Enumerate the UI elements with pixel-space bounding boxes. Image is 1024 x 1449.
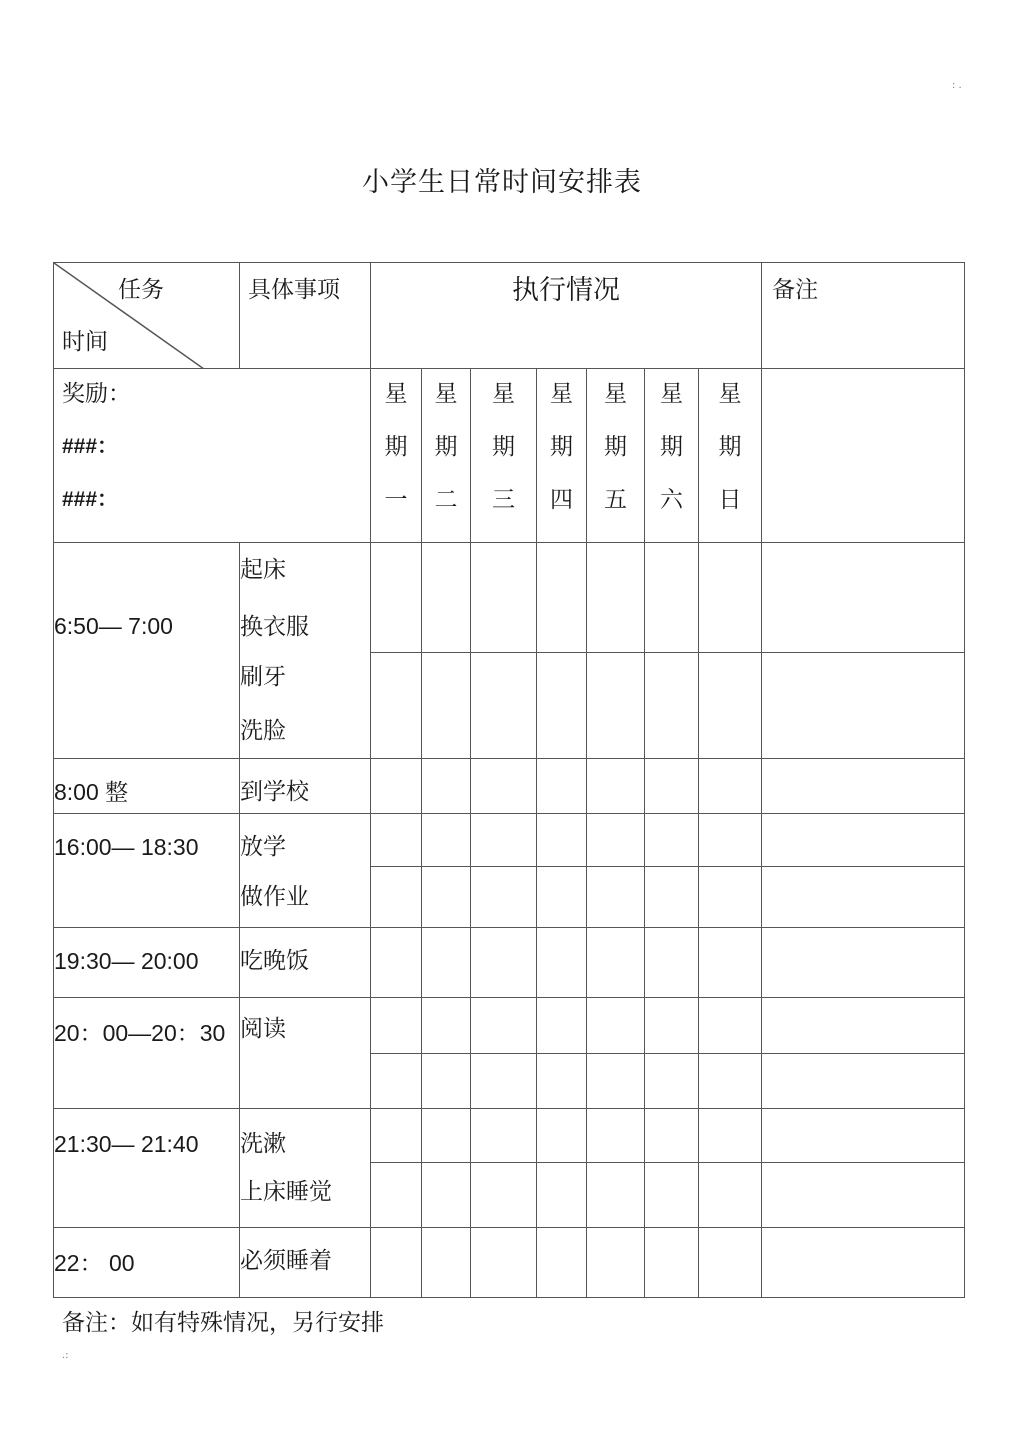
check-cell[interactable] bbox=[645, 653, 699, 759]
note-cell[interactable] bbox=[762, 814, 965, 867]
time-cell: 19:30— 20:00 bbox=[54, 928, 240, 998]
check-cell[interactable] bbox=[587, 867, 645, 928]
day-header-wed: 星 期 三 bbox=[471, 369, 537, 543]
task-cell: 洗漱 上床睡觉 bbox=[240, 1109, 371, 1228]
check-cell[interactable] bbox=[699, 867, 762, 928]
table-row bbox=[54, 998, 965, 1054]
check-cell[interactable] bbox=[587, 1109, 645, 1163]
task-cell: 放学 做作业 bbox=[240, 814, 371, 928]
task-cell: 到学校 bbox=[240, 759, 371, 814]
check-cell[interactable] bbox=[645, 998, 699, 1054]
check-cell[interactable] bbox=[371, 759, 422, 814]
check-cell[interactable] bbox=[371, 814, 422, 867]
table-row bbox=[54, 1109, 965, 1163]
check-cell[interactable] bbox=[537, 759, 587, 814]
check-cell[interactable] bbox=[587, 653, 645, 759]
table-row bbox=[54, 1228, 965, 1298]
reward-line-2: ###： bbox=[62, 435, 119, 458]
check-cell[interactable] bbox=[422, 1163, 471, 1228]
check-cell[interactable] bbox=[537, 1228, 587, 1298]
check-cell[interactable] bbox=[587, 1163, 645, 1228]
time-cell: 22： 00 bbox=[54, 1228, 240, 1298]
check-cell[interactable] bbox=[471, 543, 537, 653]
reward-line-3: ###： bbox=[62, 488, 119, 511]
check-cell[interactable] bbox=[371, 1228, 422, 1298]
note-cell[interactable] bbox=[762, 1054, 965, 1109]
reward-row bbox=[54, 369, 965, 543]
check-cell[interactable] bbox=[699, 1228, 762, 1298]
check-cell[interactable] bbox=[371, 1163, 422, 1228]
check-cell[interactable] bbox=[645, 543, 699, 653]
check-cell[interactable] bbox=[699, 1054, 762, 1109]
check-cell[interactable] bbox=[471, 928, 537, 998]
check-cell[interactable] bbox=[587, 1054, 645, 1109]
table-row bbox=[54, 543, 965, 653]
check-cell[interactable] bbox=[587, 759, 645, 814]
note-cell[interactable] bbox=[762, 928, 965, 998]
time-cell: 6:50— 7:00 bbox=[54, 543, 240, 759]
check-cell[interactable] bbox=[471, 759, 537, 814]
check-cell[interactable] bbox=[537, 867, 587, 928]
check-cell[interactable] bbox=[699, 653, 762, 759]
note-cell[interactable] bbox=[762, 759, 965, 814]
table-row bbox=[54, 928, 965, 998]
reward-cell bbox=[54, 369, 371, 543]
check-cell[interactable] bbox=[699, 998, 762, 1054]
check-cell[interactable] bbox=[537, 543, 587, 653]
check-cell[interactable] bbox=[645, 759, 699, 814]
check-cell[interactable] bbox=[371, 1054, 422, 1109]
time-cell: 16:00— 18:30 bbox=[54, 814, 240, 928]
note-cell[interactable] bbox=[762, 1109, 965, 1163]
check-cell[interactable] bbox=[699, 759, 762, 814]
check-cell[interactable] bbox=[422, 998, 471, 1054]
page-title: 小学生日常时间安排表 bbox=[362, 167, 642, 198]
check-cell[interactable] bbox=[587, 998, 645, 1054]
check-cell[interactable] bbox=[371, 1109, 422, 1163]
check-cell[interactable] bbox=[699, 1163, 762, 1228]
check-cell[interactable] bbox=[422, 1054, 471, 1109]
check-cell[interactable] bbox=[537, 814, 587, 867]
check-cell[interactable] bbox=[537, 998, 587, 1054]
check-cell[interactable] bbox=[471, 653, 537, 759]
check-cell[interactable] bbox=[645, 928, 699, 998]
note-cell[interactable] bbox=[762, 998, 965, 1054]
check-cell[interactable] bbox=[587, 814, 645, 867]
task-cell: 必须睡着 bbox=[240, 1228, 371, 1298]
header-corner-cell bbox=[54, 263, 240, 369]
task-cell: 阅读 bbox=[240, 998, 371, 1109]
header-note: 备注 bbox=[762, 263, 965, 369]
check-cell[interactable] bbox=[422, 867, 471, 928]
check-cell[interactable] bbox=[645, 1163, 699, 1228]
day-header-tue: 星 期 二 bbox=[422, 369, 471, 543]
check-cell[interactable] bbox=[471, 1163, 537, 1228]
check-cell[interactable] bbox=[371, 653, 422, 759]
check-cell[interactable] bbox=[537, 1109, 587, 1163]
note-cell[interactable] bbox=[762, 867, 965, 928]
check-cell[interactable] bbox=[471, 814, 537, 867]
note-cell bbox=[762, 369, 965, 543]
check-cell[interactable] bbox=[537, 653, 587, 759]
check-cell[interactable] bbox=[422, 814, 471, 867]
header-execution: 执行情况 bbox=[371, 263, 762, 369]
check-cell[interactable] bbox=[422, 1228, 471, 1298]
time-cell: 21:30— 21:40 bbox=[54, 1109, 240, 1228]
check-cell[interactable] bbox=[471, 867, 537, 928]
header-task-label: 任务 bbox=[118, 277, 164, 303]
day-header-fri: 星 期 五 bbox=[587, 369, 645, 543]
check-cell[interactable] bbox=[587, 928, 645, 998]
check-cell[interactable] bbox=[699, 928, 762, 998]
check-cell[interactable] bbox=[645, 1109, 699, 1163]
corner-mark: : . bbox=[952, 80, 962, 91]
task-cell: 吃晚饭 bbox=[240, 928, 371, 998]
check-cell[interactable] bbox=[422, 653, 471, 759]
day-header-thu: 星 期 四 bbox=[537, 369, 587, 543]
check-cell[interactable] bbox=[537, 1054, 587, 1109]
header-time-label: 时间 bbox=[62, 329, 108, 355]
check-cell[interactable] bbox=[645, 1228, 699, 1298]
time-cell: 8:00 整 bbox=[54, 759, 240, 814]
check-cell[interactable] bbox=[422, 1109, 471, 1163]
check-cell[interactable] bbox=[422, 928, 471, 998]
note-cell[interactable] bbox=[762, 653, 965, 759]
schedule-table bbox=[53, 262, 965, 1298]
check-cell[interactable] bbox=[645, 1054, 699, 1109]
check-cell[interactable] bbox=[537, 928, 587, 998]
footer-note: 备注：如有特殊情况，另行安排 bbox=[62, 1310, 384, 1336]
check-cell[interactable] bbox=[371, 867, 422, 928]
reward-label: 奖励： bbox=[62, 381, 131, 407]
check-cell[interactable] bbox=[699, 543, 762, 653]
check-cell[interactable] bbox=[587, 543, 645, 653]
table-row bbox=[54, 814, 965, 867]
check-cell[interactable] bbox=[587, 1228, 645, 1298]
check-cell[interactable] bbox=[699, 814, 762, 867]
header-detail: 具体事项 bbox=[240, 263, 371, 369]
check-cell[interactable] bbox=[471, 1109, 537, 1163]
check-cell[interactable] bbox=[537, 1163, 587, 1228]
check-cell[interactable] bbox=[422, 759, 471, 814]
day-header-sat: 星 期 六 bbox=[645, 369, 699, 543]
day-header-mon: 星 期 一 bbox=[371, 369, 422, 543]
note-cell[interactable] bbox=[762, 543, 965, 653]
check-cell[interactable] bbox=[471, 1054, 537, 1109]
check-cell[interactable] bbox=[422, 543, 471, 653]
time-cell: 20：00—20：30 bbox=[54, 998, 240, 1109]
check-cell[interactable] bbox=[371, 543, 422, 653]
check-cell[interactable] bbox=[471, 998, 537, 1054]
check-cell[interactable] bbox=[699, 1109, 762, 1163]
header-row bbox=[54, 263, 965, 369]
check-cell[interactable] bbox=[471, 1228, 537, 1298]
check-cell[interactable] bbox=[645, 867, 699, 928]
day-header-sun: 星 期 日 bbox=[699, 369, 762, 543]
check-cell[interactable] bbox=[371, 928, 422, 998]
check-cell[interactable] bbox=[645, 814, 699, 867]
table-row bbox=[54, 759, 965, 814]
check-cell[interactable] bbox=[371, 998, 422, 1054]
note-cell[interactable] bbox=[762, 1163, 965, 1228]
corner-mark: .: bbox=[62, 1350, 69, 1361]
note-cell[interactable] bbox=[762, 1228, 965, 1298]
task-cell: 起床 换衣服 刷牙 洗脸 bbox=[240, 543, 371, 759]
